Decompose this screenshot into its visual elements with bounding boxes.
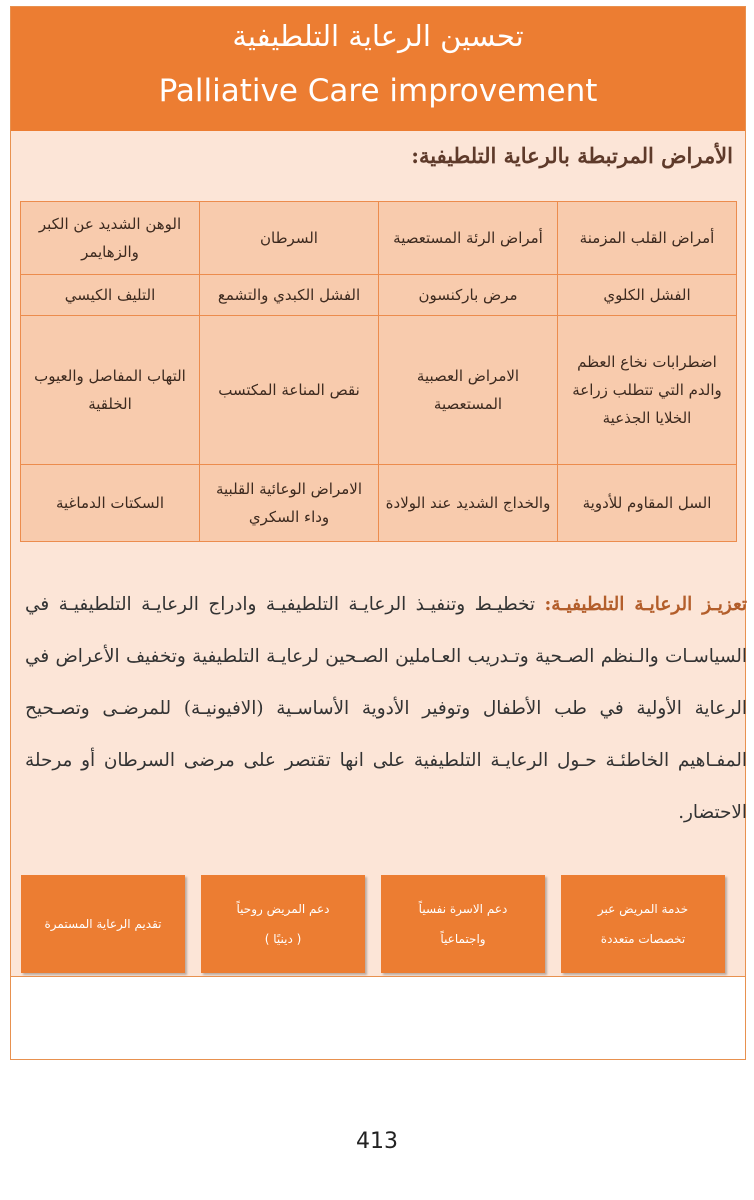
table-cell: السرطان (200, 202, 379, 275)
enhancement-text: تخطيـط وتنفيـذ الرعايـة التلطيفيـة وادراج الرعايـة التلطيفيـة في السياسـات والـنظم الصـحية وتـدريب العـاملين الصـحين لرعايـة التلطيفية وتخفيف الأعراض في الرعاية الأولية في طب الأطفال وتوفير الأدوية الأساسـية (الافيونيـة) للمرضـى وتصـحيح المفـاهيم الخاطئـة حـول الرعايـة التلطيفية على انها تقتصر على مرضى السرطان أو مرحلة الاحتضار. (25, 594, 747, 823)
table-cell: السل المقاوم للأدوية (558, 465, 737, 542)
care-box (381, 875, 545, 973)
diseases-table (20, 201, 737, 542)
table-cell: السكتات الدماغية (21, 465, 200, 542)
table-cell: الفشل الكلوي (558, 275, 737, 316)
table-cell: الامراض الوعائية القلبية وداء السكري (200, 465, 379, 542)
table-cell: نقص المناعة المكتسب (200, 316, 379, 465)
table-cell: التليف الكيسي (21, 275, 200, 316)
care-box-line: ( دينيًا ) (264, 932, 302, 946)
care-box-line: تقديم الرعاية المستمرة (44, 917, 162, 931)
page-frame (10, 6, 746, 1060)
enhancement-paragraph (25, 579, 747, 839)
page-title-english: Palliative Care improvement (158, 73, 598, 109)
table-row (21, 275, 737, 316)
table-cell: اضطرابات نخاع العظم والدم التي تتطلب زراعة الخلايا الجذعية (558, 316, 737, 465)
page-title-arabic: تحسين الرعاية التلطيفية (232, 19, 524, 53)
enhancement-lead: تعزيـز الرعايـة التلطيفيـة: (544, 594, 747, 615)
table-cell: أمراض القلب المزمنة (558, 202, 737, 275)
table-cell: مرض باركنسون (379, 275, 558, 316)
care-box (201, 875, 365, 973)
bottom-blank-area (11, 977, 745, 1059)
table-cell: التهاب المفاصل والعيوب الخلقية (21, 316, 200, 465)
header-banner (11, 7, 745, 131)
care-box (21, 875, 185, 973)
care-box-line: دعم المريض روحياً (236, 902, 330, 916)
care-boxes (21, 875, 725, 973)
table-row (21, 316, 737, 465)
table-cell: الامراض العصبية المستعصية (379, 316, 558, 465)
table-row (21, 465, 737, 542)
care-box-line: خدمة المريض عبر (597, 902, 689, 916)
table-cell: الفشل الكبدي والتشمع (200, 275, 379, 316)
care-box-line: تخصصات متعددة (600, 932, 686, 946)
table-cell: الوهن الشديد عن الكبر والزهايمر (21, 202, 200, 275)
page-number: 413 (356, 1129, 398, 1154)
table-row (21, 202, 737, 275)
care-box-line: واجتماعياً (440, 932, 486, 946)
care-box (561, 875, 725, 973)
table-cell: أمراض الرئة المستعصية (379, 202, 558, 275)
diseases-heading: الأمراض المرتبطة بالرعاية التلطيفية: (411, 143, 733, 168)
table-cell: والخداج الشديد عند الولادة (379, 465, 558, 542)
care-box-line: دعم الاسرة نفسياً (418, 902, 508, 916)
